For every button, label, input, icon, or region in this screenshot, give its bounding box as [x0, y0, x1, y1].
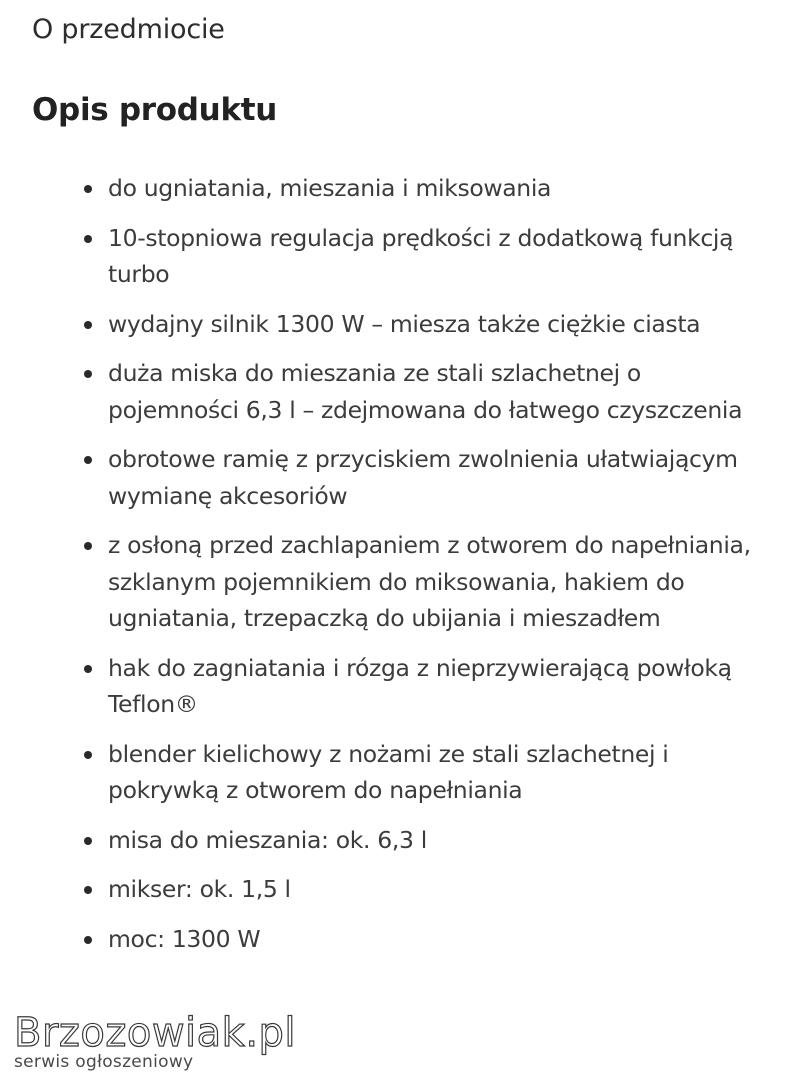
bullet-dot-icon — [84, 751, 92, 759]
list-item — [0, 871, 793, 908]
bullet-dot-icon — [84, 370, 92, 378]
list-item — [0, 355, 793, 428]
list-item — [0, 921, 793, 958]
watermark-title: Brzozowiak.pl — [14, 1010, 297, 1056]
bullet-dot-icon — [84, 542, 92, 550]
bullet-dot-icon — [84, 886, 92, 894]
watermark-subtitle: serwis ogłoszeniowy — [14, 1052, 194, 1072]
bullet-dot-icon — [84, 665, 92, 673]
list-item — [0, 306, 793, 343]
list-item — [0, 220, 793, 293]
bullet-dot-icon — [84, 456, 92, 464]
list-item — [0, 170, 793, 207]
list-item-text: 10-stopniowa regulacja prędkości z dodatkową funkcją turbo — [108, 223, 734, 288]
feature-list — [0, 170, 793, 970]
bullet-dot-icon — [84, 321, 92, 329]
list-item-text: blender kielichowy z nożami ze stali szlachetnej i pokrywką z otworem do napełniania — [108, 739, 669, 804]
list-item-text: mikser: ok. 1,5 l — [108, 875, 291, 903]
bullet-dot-icon — [84, 185, 92, 193]
bullet-dot-icon — [84, 837, 92, 845]
bullet-dot-icon — [84, 235, 92, 243]
list-item-text: moc: 1300 W — [108, 924, 261, 953]
list-item-text: misa do mieszania: ok. 6,3 l — [108, 825, 427, 854]
watermark-logo — [14, 1010, 314, 1080]
list-item-text: obrotowe ramię z przyciskiem zwolnienia ułatwiającym wymianę akcesoriów — [108, 445, 738, 510]
list-item-text: duża miska do mieszania ze stali szlachetnej o pojemności 6,3 l – zdejmowana do łatwego czyszczenia — [108, 359, 743, 424]
list-item — [0, 736, 793, 809]
bullet-dot-icon — [84, 936, 92, 944]
page-title: Opis produktu — [32, 92, 278, 128]
list-item-text: wydajny silnik 1300 W – miesza także ciężkie ciasta — [108, 309, 701, 338]
list-item — [0, 441, 793, 514]
list-item — [0, 822, 793, 859]
section-label: O przedmiocie — [32, 14, 225, 45]
list-item — [0, 650, 793, 723]
list-item-text: do ugniatania, mieszania i miksowania — [108, 174, 552, 202]
list-item-text: z osłoną przed zachlapaniem z otworem do napełniania, szklanym pojemnikiem do miksowania, hakiem do ugniatania, trzepaczką do ubijania i mieszadłem — [108, 531, 751, 632]
list-item-text: hak do zagniatania i rózga z nieprzywierającą powłoką Teflon® — [108, 653, 732, 718]
list-item — [0, 527, 793, 637]
